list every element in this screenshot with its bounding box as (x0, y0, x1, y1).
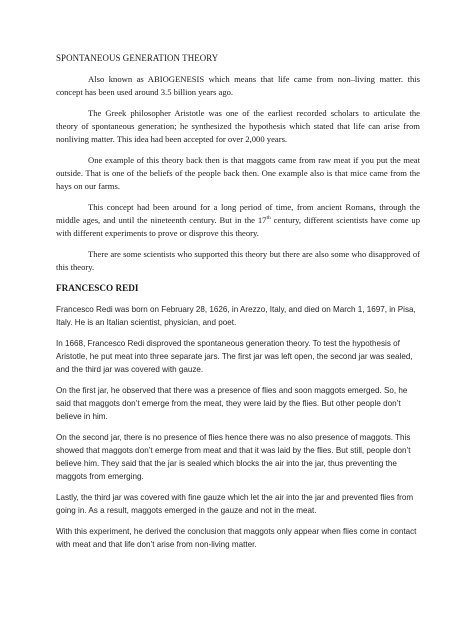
redi-paragraph-second-jar: On the second jar, there is no presence of flies hence there was no also presence of maggots. This showed that maggots don’t emerge from meat and that it was laid by the flies. But still, people don’t believe him. They said that the jar is sealed which blocks the air into the jar, thus preventing the maggots from emerging. (56, 433, 411, 481)
redi-paragraph-conclusion: With this experiment, he derived the conclusion that maggots only appear when flies come in contact with meat and that life don’t arise from non-living matter. (56, 527, 417, 549)
redi-paragraph-experiment: In 1668, Francesco Redi disproved the spontaneous generation theory. To test the hypothesis of Aristotle, he put meat into three separate jars. The first jar was left open, the second jar was sealed, and the third jar was covered with gauze. (56, 339, 413, 374)
intro-paragraph-history (56, 201, 420, 240)
intro-paragraph-aristotle: The Greek philosopher Aristotle was one of the earliest recorded scholars to articulate the theory of spontaneous generation; he synthesized the hypothesis which stated that life can arise from nonliving matter. This idea had been accepted for over 2,000 years. (56, 108, 420, 144)
intro-paragraph-scientists: There are some scientists who supported this theory but there are also some who disapproved of this theory. (56, 249, 420, 272)
redi-paragraph-biography: Francesco Redi was born on February 28, 1626, in Arezzo, Italy, and died on March 1, 1697, in Pisa, Italy. He is an Italian scientist, physician, and poet. (56, 305, 416, 327)
document-title: SPONTANEOUS GENERATION THEORY (56, 53, 219, 63)
redi-paragraph-third-jar: Lastly, the third jar was covered with fine gauze which let the air into the jar and prevented flies from going in. As a result, maggots emerged in the gauze and not in the meat. (56, 493, 414, 515)
intro-paragraph-abiogenesis: Also known as ABIOGENESIS which means that life came from non–living matter. this concept has been used around 3.5 billion years ago. (56, 74, 420, 97)
redi-paragraph-first-jar: On the first jar, he observed that there was a presence of flies and soon maggots emerged. So, he said that maggots don’t emerge from the meat, they were laid by the flies. But other people don’t believe in him. (56, 386, 408, 421)
history-text-after: century, different scientists have come up with different experiments to prove or disprove this theory. (56, 215, 420, 238)
ordinal-superscript: th (266, 215, 271, 222)
document-body (56, 52, 420, 559)
intro-paragraph-maggots-example: One example of this theory back then is that maggots came from raw meat if you put the meat outside. That is one of the beliefs of the people back then. One example also is that mice came from the hays on our farms. (56, 155, 420, 191)
section-heading-redi: FRANCESCO REDI (56, 283, 139, 293)
history-text-before: This concept had been around for a long period of time, from ancient Romans, through the middle ages, and until the nineteenth century. But in the 17 (56, 202, 420, 225)
